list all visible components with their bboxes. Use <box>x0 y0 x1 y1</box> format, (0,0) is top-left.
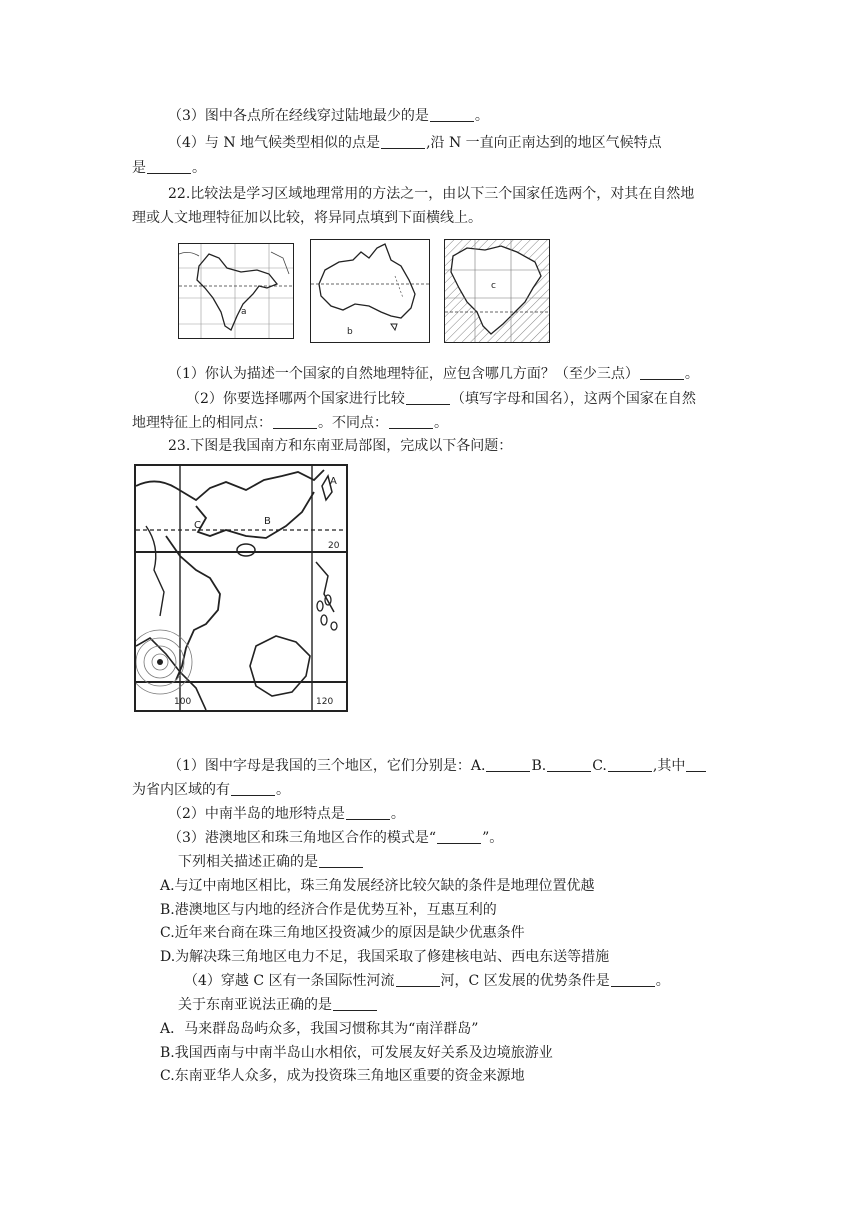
answer-blank[interactable] <box>273 414 317 429</box>
q23-sub2: （2）中南半岛的地形特点是 。 <box>168 806 405 822</box>
answer-blank[interactable] <box>640 365 684 380</box>
map-label-B: B <box>264 516 271 527</box>
q23-option-d: D.为解决珠三角地区电力不足，我国采取了修建核电站、西电东送等措施 <box>160 949 610 965</box>
answer-blank[interactable] <box>231 781 275 796</box>
answer-blank[interactable] <box>381 134 425 149</box>
q23-sub4-option-a: A．马来群岛岛屿众多，我国习惯称其为“南洋群岛” <box>160 1021 479 1037</box>
q21-part4-cont: 是 。 <box>132 160 206 176</box>
answer-blank[interactable] <box>333 996 377 1011</box>
answer-blank[interactable] <box>686 757 706 772</box>
map-label-a: a <box>241 307 247 317</box>
map-india <box>178 243 294 339</box>
q22-sub1: （1）你认为描述一个国家的自然地理特征，应包含哪几方面？（至少三点） 。 <box>168 366 699 382</box>
q23-option-a: A.与辽中南地区相比，珠三角发展经济比较欠缺的条件是地理位置优越 <box>160 878 595 894</box>
map-label-c: c <box>491 281 496 291</box>
map-label-b: b <box>347 327 353 337</box>
answer-blank[interactable] <box>430 107 474 122</box>
answer-blank[interactable] <box>611 972 655 987</box>
map-label-A: A <box>330 476 337 487</box>
q23-sub4: （4）穿越 C 区有一条国际性河流 河，C 区发展的优势条件是 。 <box>184 973 670 989</box>
map-brazil <box>444 239 550 343</box>
q23-intro: 23.下图是我国南方和东南亚局部图，完成以下各问题： <box>168 438 513 454</box>
q22-intro-line2: 理或人文地理特征加以比较，将异同点填到下面横线上。 <box>132 210 482 226</box>
q23-option-c: C.近年来台商在珠三角地区投资减少的原因是缺少优惠条件 <box>160 925 525 941</box>
answer-blank[interactable] <box>147 159 191 174</box>
q23-sub3-question: 下列相关描述正确的是 <box>178 852 364 872</box>
answer-blank[interactable] <box>406 390 450 405</box>
map-label-lat20: 20 <box>328 541 340 551</box>
q23-sub3: （3）港澳地区和珠三角地区合作的模式是“ ”。 <box>168 830 504 846</box>
q23-option-b: B.港澳地区与内地的经济合作是优势互补，互惠互利的 <box>160 902 497 918</box>
map-south-china-sea <box>134 464 348 712</box>
map-label-lon120: 120 <box>316 697 334 707</box>
answer-blank[interactable] <box>608 757 652 772</box>
q21-part4: （4）与 N 地气候类型相似的点是 ,沿 N 一直向正南达到的地区气候特点 <box>168 135 662 151</box>
q23-sub1: （1）图中字母是我国的三个地区，它们分别是：A. B. C. ,其中 <box>168 756 707 776</box>
q22-sub2: （2）你要选择哪两个国家进行比较 （填写字母和国名），这两个国家在自然 <box>186 391 696 407</box>
map-australia <box>310 239 430 343</box>
answer-blank[interactable] <box>486 757 530 772</box>
q23-sub1-cont: 为省内区域的有 。 <box>132 782 290 798</box>
answer-blank[interactable] <box>547 757 591 772</box>
q23-sub4-question: 关于东南亚说法正确的是 <box>178 995 378 1015</box>
answer-blank[interactable] <box>389 414 433 429</box>
q22-sub2-cont: 地理特征上的相同点： 。不同点： 。 <box>132 415 448 431</box>
q22-intro-line1: 22.比较法是学习区域地理常用的方法之一，由以下三个国家任选两个，对其在自然地 <box>168 186 695 202</box>
q23-sub4-option-b: B.我国西南与中南半岛山水相依，可发展友好关系及边境旅游业 <box>160 1045 553 1061</box>
answer-blank[interactable] <box>437 829 481 844</box>
answer-blank[interactable] <box>346 805 390 820</box>
answer-blank[interactable] <box>396 972 440 987</box>
q21-part3: （3）图中各点所在经线穿过陆地最少的是 。 <box>168 108 489 124</box>
q23-sub4-option-c: C.东南亚华人众多，成为投资珠三角地区重要的资金来源地 <box>160 1068 525 1084</box>
map-label-C: C <box>194 520 201 531</box>
answer-blank[interactable] <box>319 853 363 868</box>
map-label-lon100: 100 <box>174 697 192 707</box>
